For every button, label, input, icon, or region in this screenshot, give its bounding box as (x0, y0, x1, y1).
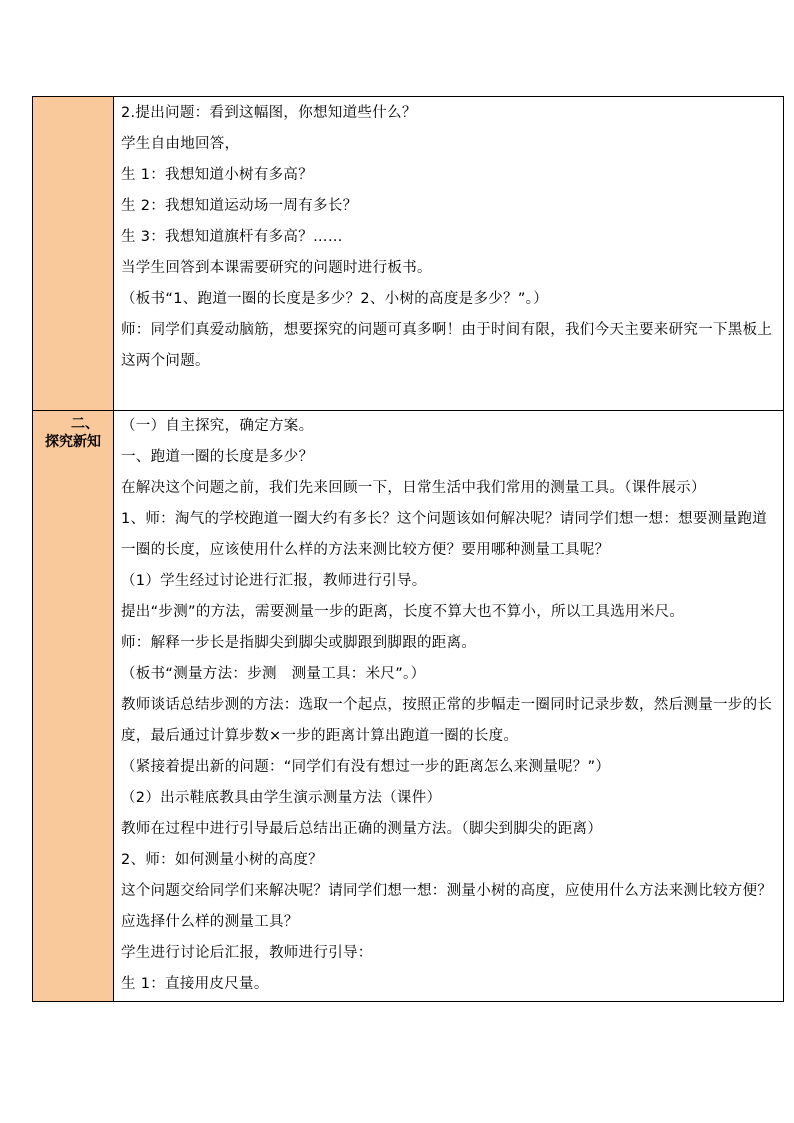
section-content-cell-2 (114, 411, 784, 1002)
lesson-plan-table (32, 96, 784, 1002)
paragraph: （1）学生经过讨论进行汇报，教师进行引导。 (121, 573, 427, 589)
paragraph: 当学生回答到本课需要研究的问题时进行板书。 (121, 260, 432, 276)
section-label-1 (33, 97, 113, 101)
section-content-cell-1 (114, 97, 784, 411)
paragraph: （板书“1、跑道一圈的长度是多少？2、小树的高度是多少？”。） (121, 291, 549, 307)
paragraph: 生 2：我想知道运动场一周有多长？ (121, 198, 358, 214)
paragraph: 学生自由地回答， (121, 136, 240, 152)
paragraph: 2.提出问题：看到这幅图，你想知道些什么？ (121, 105, 417, 121)
section-title: 探究新知 (45, 434, 101, 450)
paragraph: 生 1：直接用皮尺量。 (121, 976, 269, 992)
paragraph: 2、师：如何测量小树的高度？ (121, 852, 323, 868)
paragraph: 提出“步测”的方法，需要测量一步的距离，长度不算大也不算小，所以工具选用米尺。 (121, 604, 685, 620)
paragraph: （紧接着提出新的问题：“同学们有没有想过一步的距离怎么来测量呢？”） (121, 759, 611, 775)
paragraph: 生 1：我想知道小树有多高？ (121, 167, 314, 183)
section-label-cell-1 (33, 97, 114, 411)
paragraph: 教师谈话总结步测的方法：选取一个起点，按照正常的步幅走一圈同时记录步数，然后测量一步的长度，最后通过计算步数×一步的距离计算出跑道一圈的长度。 (121, 697, 773, 744)
section-row-1 (33, 97, 784, 411)
section-number: 二、 (71, 416, 99, 432)
paragraph: 教师在过程中进行引导最后总结出正确的测量方法。（脚尖到脚尖的距离） (121, 821, 603, 837)
paragraph: 1、师：淘气的学校跑道一圈大约有多长？这个问题该如何解决呢？请同学们想一想：想要测量跑道一圈的长度，应该使用什么样的方法来测比较方便？要用哪种测量工具呢？ (121, 511, 767, 558)
paragraph: 一、跑道一圈的长度是多少？ (121, 449, 314, 465)
paragraph: （一）自主探究，确定方案。 (121, 418, 314, 434)
paragraph: （板书“测量方法：步测 测量工具：米尺”。） (121, 666, 426, 682)
paragraph: 师：同学们真爱动脑筋，想要探究的问题可真多啊！由于时间有限，我们今天主要来研究一下黑板上这两个问题。 (121, 322, 773, 369)
paragraph: 在解决这个问题之前，我们先来回顾一下，日常生活中我们常用的测量工具。（课件展示） (121, 480, 706, 496)
paragraph: 师：解释一步长是指脚尖到脚尖或脚跟到脚跟的距离。 (121, 635, 477, 651)
paragraph: 这个问题交给同学们来解决呢？请同学们想一想：测量小树的高度，应使用什么方法来测比较方便？应选择什么样的测量工具？ (121, 883, 773, 930)
paragraph: 学生进行讨论后汇报，教师进行引导： (121, 945, 373, 961)
section-label-cell-2 (33, 411, 114, 1002)
section-label-2 (33, 411, 113, 451)
paragraph: 生 3：我想知道旗杆有多高？…… (121, 229, 343, 245)
section-row-2 (33, 411, 784, 1002)
paragraph: （2）出示鞋底教具由学生演示测量方法（课件） (121, 790, 442, 806)
